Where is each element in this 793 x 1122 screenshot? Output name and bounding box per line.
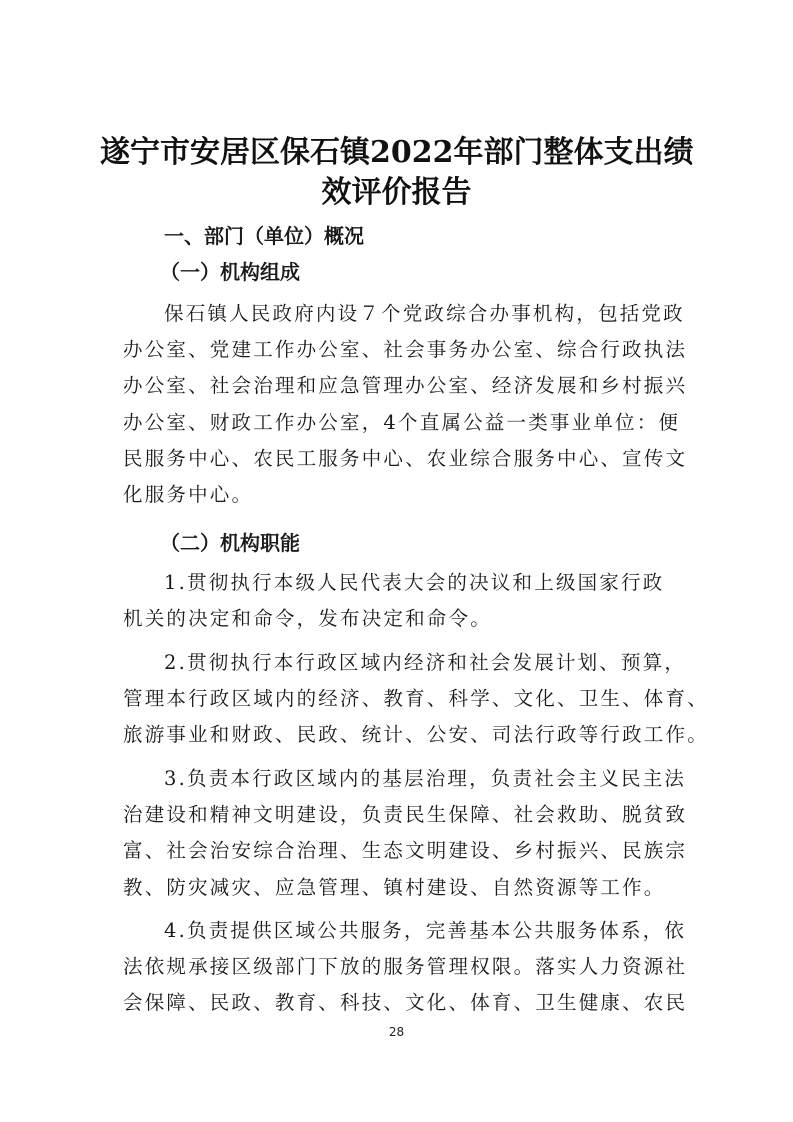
title-line-2: 效评价报告 [321,175,472,210]
paragraph-function-2 [123,645,709,754]
text-line: 机关的决定和命令，发布决定和命令。 [123,607,492,631]
text-line: 管理本行政区域内的经济、教育、科学、文化、卫生、体育、 [123,687,709,711]
page-number: 28 [388,1025,405,1039]
text-line: 教、防灾减灾、应急管理、镇村建设、自然资源等工作。 [123,875,666,899]
text-line: 2.贯彻执行本行政区域内经济和社会发展计划、预算， [164,651,687,674]
text-line: 化服务中心。 [123,482,254,506]
title-line-1: 遂宁市安居区保石镇2022年部门整体支出绩 [100,135,694,170]
section-heading-overview: 一、部门（单位）概况 [164,224,364,248]
text-line: 1.贯彻执行本级人民代表大会的决议和上级国家行政 [164,571,665,594]
paragraph-composition [123,296,688,513]
text-line: 富、社会治安综合治理、生态文明建设、乡村振兴、民族宗 [123,839,688,863]
text-line: 治建设和精神文明建设，负责民生保障、社会救助、脱贫致 [123,803,688,827]
text-line: 保石镇人民政府内设７个党政综合办事机构，包括党政 [164,302,685,325]
subsection-heading-functions: （二）机构职能 [160,531,300,555]
paragraph-function-3 [123,761,688,906]
paragraph-function-1 [123,565,675,637]
text-line: 法依规承接区级部门下放的服务管理权限。落实人力资源社 [123,955,688,979]
text-line: 4.负责提供区域公共服务，完善基本公共服务体系，依 [164,919,687,942]
document-title [100,133,693,213]
text-line: 会保障、民政、教育、科技、文化、体育、卫生健康、农民 [123,991,688,1015]
text-line: 民服务中心、农民工服务中心、农业综合服务中心、宣传文 [123,446,688,470]
text-line: 办公室、社会治理和应急管理办公室、经济发展和乡村振兴 [123,374,688,398]
paragraph-function-4 [123,913,688,1022]
subsection-heading-composition: （一）机构组成 [160,260,300,284]
text-line: 旅游事业和财政、民政、统计、公安、司法行政等行政工作。 [123,723,709,747]
text-line: 办公室、财政工作办公室，4个直属公益一类事业单位：便 [123,410,681,434]
text-line: 3.负责本行政区域内的基层治理，负责社会主义民主法 [164,767,687,790]
text-line: 办公室、党建工作办公室、社会事务办公室、综合行政执法 [123,338,688,362]
